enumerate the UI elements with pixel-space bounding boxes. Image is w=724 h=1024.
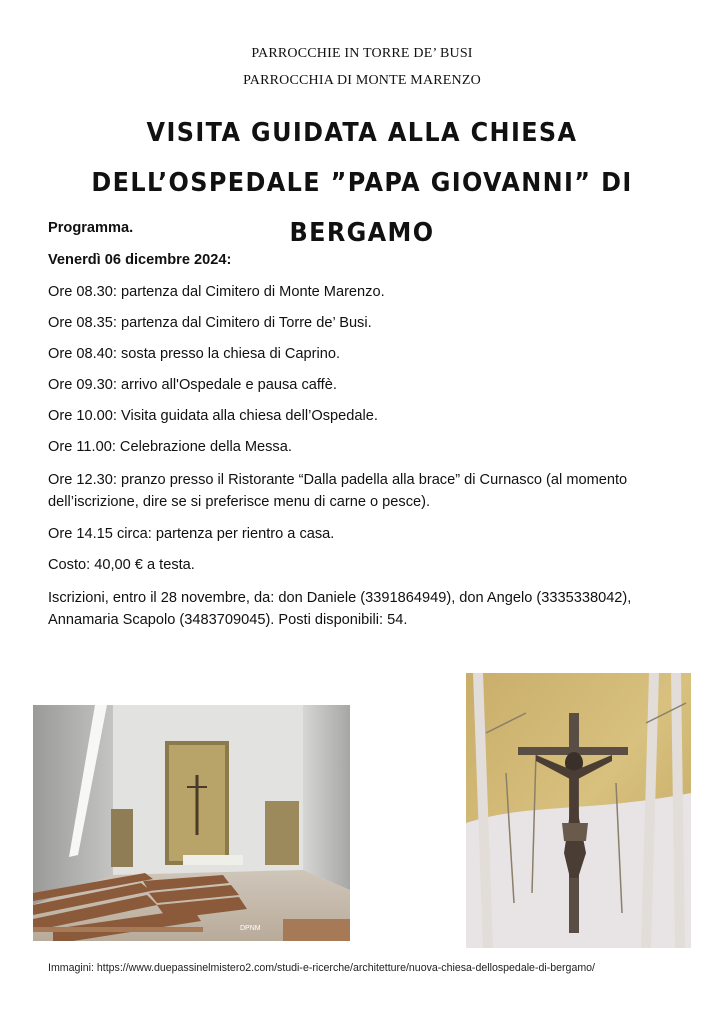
crucifix-artwork-photo	[466, 673, 691, 948]
title-line-2: DELL’OSPEDALE ”PAPA GIOVANNI” DI BERGAMO	[91, 168, 633, 248]
cost-text: Costo: 40,00 € a testa.	[48, 557, 195, 573]
schedule-item: Ore 08.30: partenza dal Cimitero di Monte Marenzo.	[48, 284, 385, 300]
program-date: Venerdì 06 dicembre 2024:	[48, 252, 232, 268]
program-heading: Programma.	[48, 220, 134, 236]
parish-line-1: PARROCCHIE IN TORRE DE’ BUSI	[251, 46, 473, 61]
schedule-item: Ore 09.30: arrivo all'Ospedale e pausa caffè.	[48, 377, 337, 393]
program-section	[48, 219, 698, 643]
registration-text: Iscrizioni, entro il 28 novembre, da: don Daniele (3391864949), don Angelo (3335338042), Annamaria Scapolo (3483709045). Posti disponibili: 54.	[48, 590, 632, 628]
schedule-item: Ore 11.00: Celebrazione della Messa.	[48, 439, 292, 455]
title-line-1: VISITA GUIDATA ALLA CHIESA	[146, 118, 578, 148]
parish-header	[0, 45, 724, 99]
schedule-item: Ore 14.15 circa: partenza per rientro a casa.	[48, 526, 335, 542]
schedule-item: Ore 10.00: Visita guidata alla chiesa dell’Ospedale.	[48, 408, 378, 424]
church-interior-photo	[33, 705, 350, 941]
schedule-item: Ore 08.40: sosta presso la chiesa di Caprino.	[48, 346, 341, 362]
schedule-item: Ore 08.35: partenza dal Cimitero di Torre de’ Busi.	[48, 315, 372, 331]
photo-watermark: DPNM	[240, 925, 261, 932]
image-credits: Immagini: https://www.duepassinelmistero2.com/studi-e-ricerche/architetture/nuova-chiesa-dellospedale-di-bergamo/	[48, 962, 596, 974]
parish-line-2: PARROCCHIA DI MONTE MARENZO	[243, 73, 481, 88]
schedule-item: Ore 12.30: pranzo presso il Ristorante “Dalla padella alla brace” di Curnasco (al momento dell’iscrizione, dire se si preferisce menu di carne o pesce).	[48, 472, 628, 510]
